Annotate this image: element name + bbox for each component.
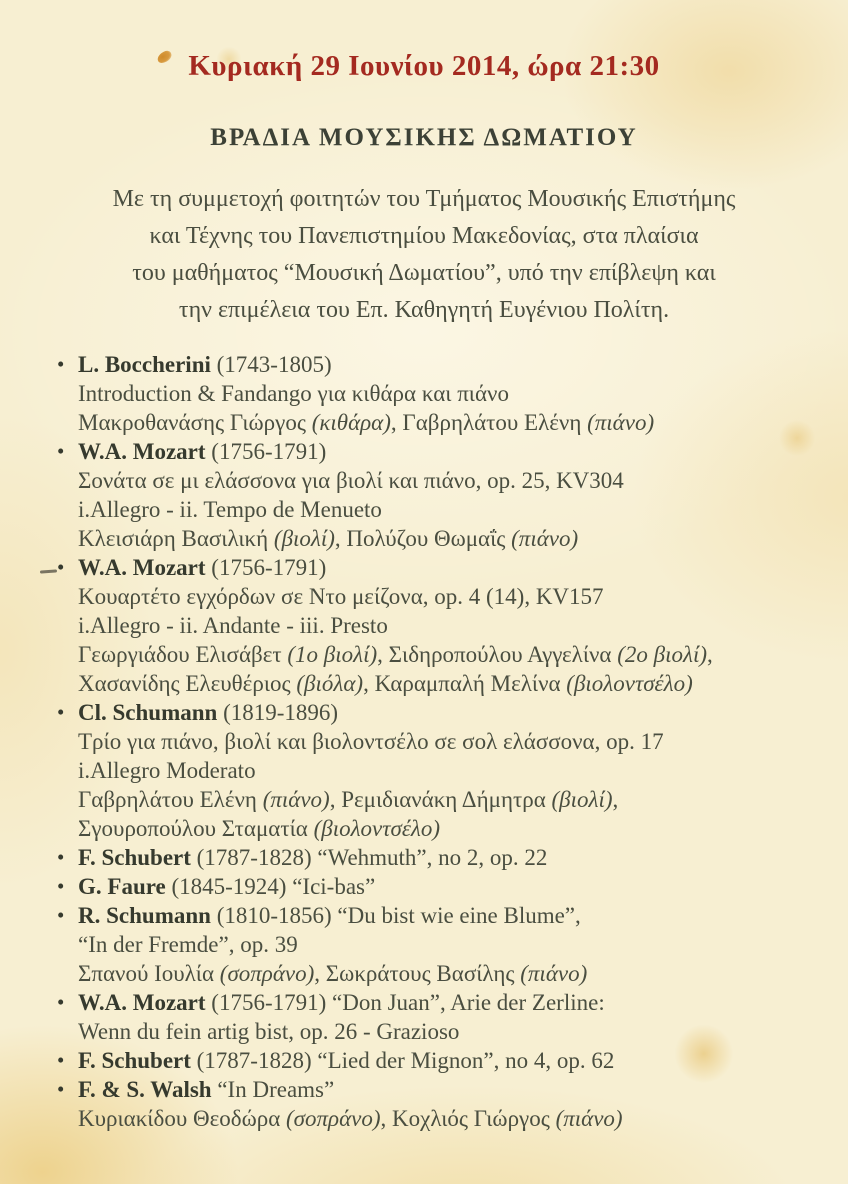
program-text: Γαβρηλάτου Ελένη: [78, 787, 263, 812]
program-text: Σπανού Ιουλία: [78, 961, 220, 986]
instrument-role: (πιάνο): [262, 787, 330, 812]
program-text: Γεωργιάδου Ελισάβετ: [78, 642, 288, 667]
program-text: “In Dreams”: [217, 1077, 335, 1102]
program-list: [57, 350, 848, 1133]
program-item-line: [78, 582, 848, 611]
program-text: (1819-1896): [223, 700, 339, 725]
program-text: , Γαβρηλάτου Ελένη: [390, 410, 588, 435]
program-item-line: [78, 1017, 848, 1046]
program-item-line: [78, 814, 848, 843]
intro-line: Με τη συμμετοχή φοιτητών του Τμήματος Μουσικής Επιστήμης: [112, 186, 736, 212]
program-item-head: [57, 1046, 848, 1075]
program-text: (1756-1791): [211, 555, 327, 580]
program-item-line: [78, 959, 848, 988]
program-item-head: [57, 553, 848, 582]
bullet-icon: •: [57, 990, 65, 1014]
program-text: (1845-1924) “Ici-bas”: [171, 874, 376, 899]
program-item: [57, 553, 848, 698]
program-item: [57, 872, 848, 901]
program-text: Κλεισιάρη Βασιλική: [78, 526, 274, 551]
instrument-role: (σοπράνο): [286, 1106, 381, 1131]
instrument-role: (βιολοντσέλο): [566, 671, 693, 696]
composer-name: F. Schubert: [78, 845, 197, 870]
program-item: [57, 698, 848, 843]
composer-name: G. Faure: [78, 874, 172, 899]
instrument-role: (πιάνο): [511, 526, 579, 551]
program-item-head: [57, 437, 848, 466]
intro-line: και Τέχνης του Πανεπιστημίου Μακεδονίας, στα πλαίσια: [149, 223, 699, 249]
program-item-line: [78, 1104, 848, 1133]
instrument-role: (σοπράνο): [219, 961, 315, 986]
program-text: (1787-1828) “Wehmuth”, no 2, op. 22: [196, 845, 548, 870]
program-text: (1787-1828) “Lied der Mignon”, no 4, op. 62: [196, 1048, 615, 1073]
intro-paragraph: [44, 181, 804, 329]
instrument-role: (πιάνο): [520, 961, 588, 986]
program-item-line: [78, 640, 848, 669]
composer-name: R. Schumann: [78, 903, 217, 928]
program-text: “In der Fremde”, op. 39: [78, 932, 298, 957]
program-text: ,: [707, 642, 713, 667]
program-text: , Καραμπαλή Μελίνα: [363, 671, 567, 696]
composer-name: W.A. Mozart: [78, 555, 212, 580]
program-item-line: [78, 524, 848, 553]
program-text: (1756-1791): [211, 439, 327, 464]
page-title: Κυριακή 29 Ιουνίου 2014, ώρα 21:30: [188, 50, 660, 82]
program-text: Σγουροπούλου Σταματία: [78, 816, 314, 841]
program-item-line: [78, 408, 848, 437]
bullet-icon: •: [57, 555, 65, 579]
instrument-role: (1ο βιολί): [287, 642, 378, 667]
program-text: (1756-1791) “Don Juan”, Arie der Zerline:: [211, 990, 605, 1015]
program-item-head: [57, 901, 848, 930]
program-item: [57, 843, 848, 872]
program-item: [57, 437, 848, 553]
program-text: Τρίο για πιάνο, βιολί και βιολοντσέλο σε σολ ελάσσονα, op. 17: [78, 729, 664, 754]
bullet-icon: •: [57, 700, 65, 724]
program-text: , Ρεμιδιανάκη Δήμητρα: [329, 787, 552, 812]
program-text: , Σωκράτους Βασίλης: [314, 961, 521, 986]
program-text: i.Allegro - ii. Tempo de Menueto: [78, 497, 382, 522]
bullet-icon: •: [57, 1048, 65, 1072]
program-text: i.Allegro Moderato: [78, 758, 256, 783]
program-text: Μακροθανάσης Γιώργος: [78, 410, 312, 435]
program-text: , Πολύζου Θωμαΐς: [334, 526, 512, 551]
program-text: ,: [612, 787, 619, 812]
bullet-icon: •: [57, 1077, 65, 1101]
composer-name: W.A. Mozart: [78, 439, 212, 464]
instrument-role: (πιάνο): [555, 1106, 623, 1131]
composer-name: W.A. Mozart: [78, 990, 212, 1015]
intro-line: την επιμέλεια του Επ. Καθηγητή Ευγένιου Πολίτη.: [178, 297, 670, 323]
program-item-line: [78, 727, 848, 756]
instrument-role: (βιόλα): [296, 671, 364, 696]
bullet-icon: •: [57, 874, 65, 898]
program-text: Wenn du fein artig bist, op. 26 - Grazioso: [78, 1019, 460, 1044]
program-item: [57, 350, 848, 437]
instrument-role: (κιθάρα): [311, 410, 391, 435]
program-text: Χασανίδης Ελευθέριος: [78, 671, 297, 696]
bullet-icon: •: [57, 352, 65, 376]
composer-name: F. Schubert: [78, 1048, 197, 1073]
program-item-line: [78, 785, 848, 814]
instrument-role: (πιάνο): [587, 410, 655, 435]
composer-name: F. & S. Walsh: [78, 1077, 218, 1102]
program-text: Introduction & Fandango για κιθάρα και πιάνο: [78, 381, 509, 406]
program-item-head: [57, 872, 848, 901]
program-item-head: [57, 1075, 848, 1104]
program-item-line: [78, 930, 848, 959]
scan-artifact-dash: [40, 569, 57, 573]
program-item-line: [78, 669, 848, 698]
program-item-line: [78, 611, 848, 640]
program-item-line: [78, 495, 848, 524]
instrument-role: (βιολί): [551, 787, 613, 812]
program-text: Κουαρτέτο εγχόρδων σε Ντο μείζονα, op. 4 (14), KV157: [78, 584, 604, 609]
program-item-head: [57, 698, 848, 727]
program-text: Κυριακίδου Θεοδώρα: [78, 1106, 286, 1131]
bullet-icon: •: [57, 845, 65, 869]
program-item-head: [57, 988, 848, 1017]
program-item: [57, 988, 848, 1046]
program-item-line: [78, 466, 848, 495]
program-text: i.Allegro - ii. Andante - iii. Presto: [78, 613, 388, 638]
program-text: (1810-1856) “Du bist wie eine Blume”,: [216, 903, 581, 928]
bullet-icon: •: [57, 439, 65, 463]
event-heading: ΒΡΑΔΙΑ ΜΟΥΣΙΚΗΣ ΔΩΜΑΤΙΟΥ: [210, 124, 638, 151]
composer-name: Cl. Schumann: [78, 700, 224, 725]
program-text: , Σιδηροπούλου Αγγελίνα: [377, 642, 618, 667]
program-item: [57, 1075, 848, 1133]
instrument-role: (2ο βιολί): [617, 642, 707, 667]
program-item-head: [57, 843, 848, 872]
bullet-icon: •: [57, 903, 65, 927]
program-text: Σονάτα σε μι ελάσσονα για βιολί και πιάνο, op. 25, KV304: [78, 468, 624, 493]
program-text: (1743-1805): [216, 352, 332, 377]
intro-line: του μαθήματος “Μουσική Δωματίου”, υπό την επίβλεψη και: [132, 260, 716, 286]
program-item-head: [57, 350, 848, 379]
instrument-role: (βιολοντσέλο): [313, 816, 441, 841]
composer-name: L. Boccherini: [78, 352, 217, 377]
program-text: , Κοχλιός Γιώργος: [380, 1106, 556, 1131]
program-item-line: [78, 379, 848, 408]
program-item: [57, 901, 848, 988]
program-item: [57, 1046, 848, 1075]
program-item-line: [78, 756, 848, 785]
instrument-role: (βιολί): [273, 526, 335, 551]
